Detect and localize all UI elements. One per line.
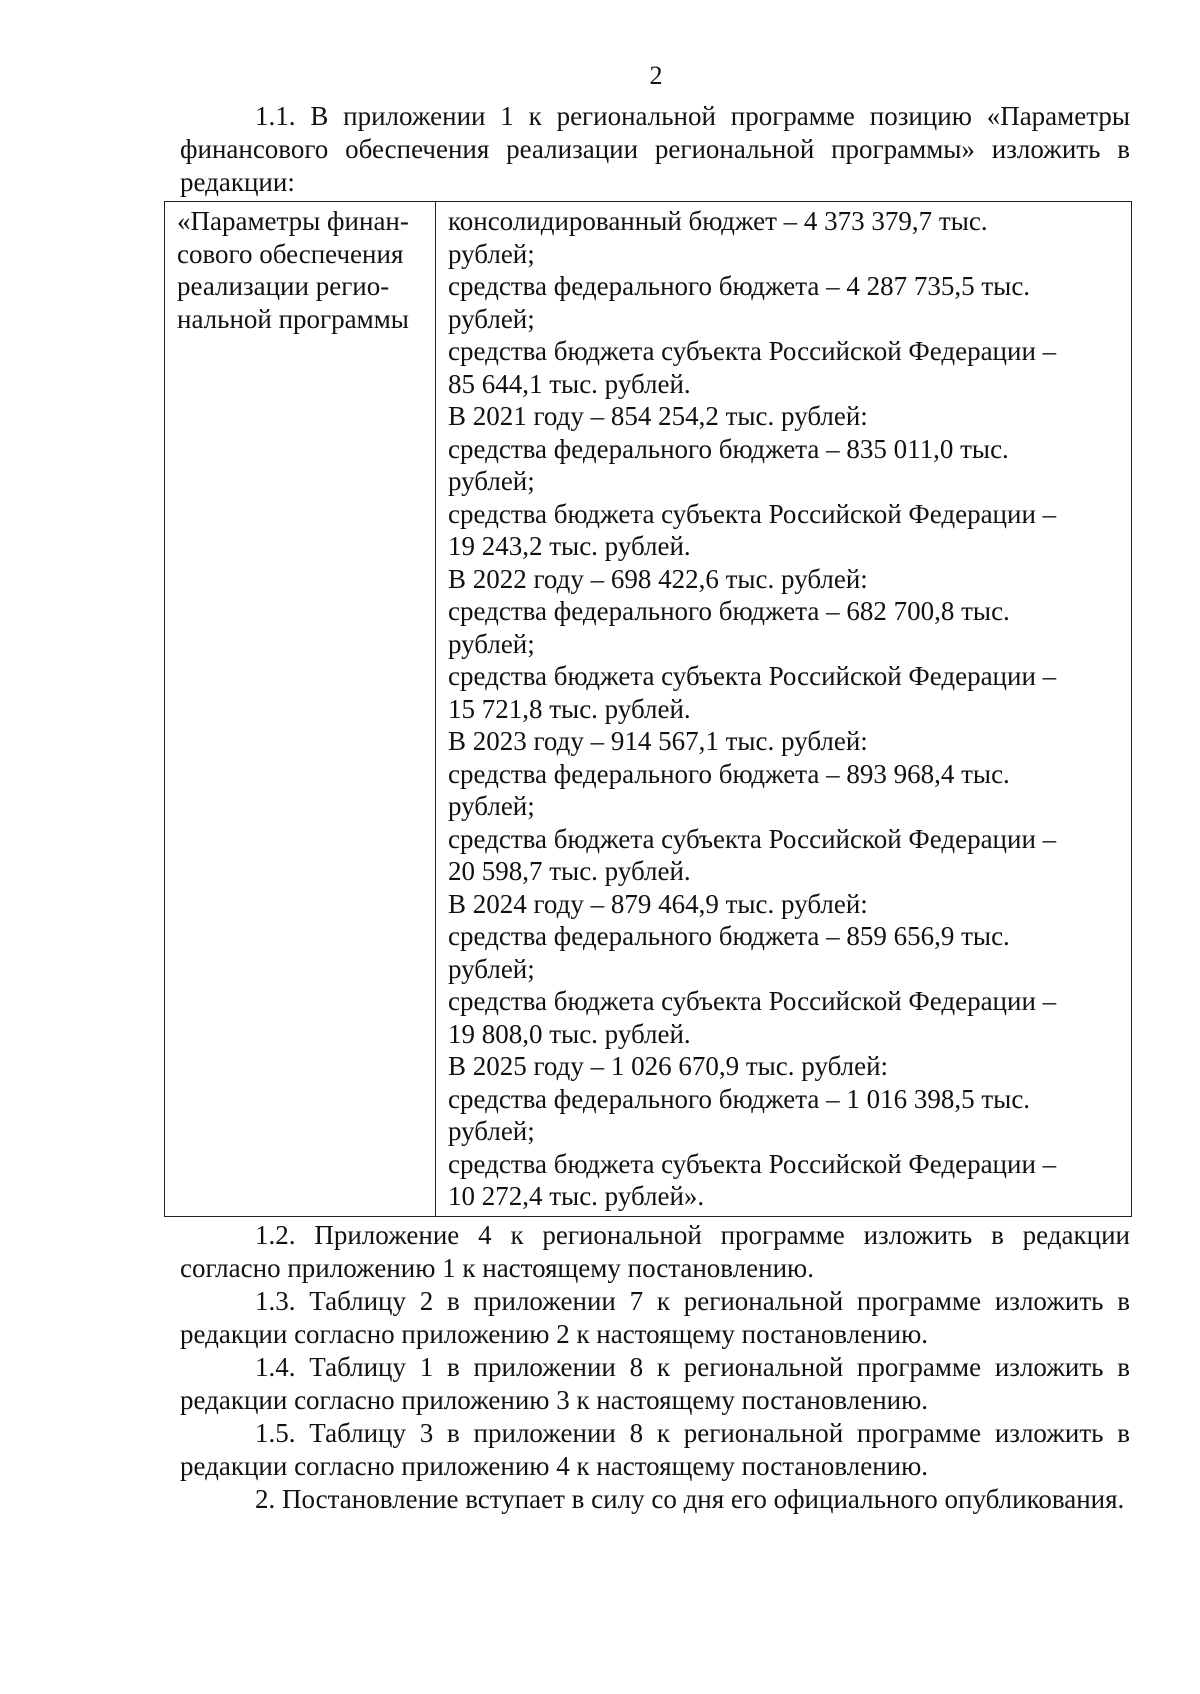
cell-line: 19 808,0 тыс. рублей. <box>448 1018 691 1049</box>
cell-line: рублей; <box>448 628 535 659</box>
cell-line: В 2025 году – 1 026 670,9 тыс. рублей: <box>448 1051 889 1081</box>
cell-line: консолидированный бюджет – 4 373 379,7 тыс. <box>448 206 988 236</box>
cell-line: средства федерального бюджета – 835 011,0 тыс. <box>448 433 1009 464</box>
cell-line: средства бюджета субъекта Российской Федерации – <box>448 1148 1057 1179</box>
paragraph-1-4: 1.4. Таблицу 1 в приложении 8 к региональной программе изложить в редакции согласно приложению 3 к настоящему постановлению. <box>180 1351 1130 1415</box>
cell-line: средства бюджета субъекта Российской Федерации – <box>448 336 1057 366</box>
cell-line: рублей; <box>448 303 535 334</box>
cell-line: средства федерального бюджета – 859 656,9 тыс. <box>448 921 1010 951</box>
cell-line: 10 272,4 тыс. рублей». <box>448 1181 705 1211</box>
cell-line: рублей; <box>448 791 535 821</box>
page-number: 2 <box>649 61 663 90</box>
parameter-name-cell <box>165 202 436 1217</box>
cell-line: 19 243,2 тыс. рублей. <box>448 531 691 561</box>
cell-line: рублей; <box>448 466 535 496</box>
cell-line: «Параметры финан- <box>177 206 409 236</box>
table-row <box>165 202 1132 1217</box>
cell-line: средства бюджета субъекта Российской Федерации – <box>448 661 1057 691</box>
cell-line: нальной программы <box>177 303 409 334</box>
cell-line: В 2023 году – 914 567,1 тыс. рублей: <box>448 726 868 756</box>
cell-line: В 2021 году – 854 254,2 тыс. рублей: <box>448 401 868 431</box>
financing-parameters-table <box>164 201 1132 1217</box>
paragraph-1-1: 1.1. В приложении 1 к региональной программе позицию «Параметры финансового обеспечения реализации региональной программы» изложить в редакции: <box>180 101 1130 197</box>
cell-line: средства федерального бюджета – 1 016 398,5 тыс. <box>448 1083 1031 1114</box>
paragraph-1-3: 1.3. Таблицу 2 в приложении 7 к региональной программе изложить в редакции согласно приложению 2 к настоящему постановлению. <box>180 1285 1130 1349</box>
paragraph-2: 2. Постановление вступает в силу со дня его официального опубликования. <box>255 1483 1125 1514</box>
document-body <box>177 100 1130 1516</box>
cell-line: 85 644,1 тыс. рублей. <box>448 368 691 399</box>
cell-line: сового обеспечения <box>177 238 404 269</box>
paragraph-1-5: 1.5. Таблицу 3 в приложении 8 к региональной программе изложить в редакции согласно приложению 4 к настоящему постановлению. <box>180 1417 1130 1481</box>
cell-line: средства бюджета субъекта Российской Федерации – <box>448 498 1057 529</box>
cell-line: средства федерального бюджета – 682 700,8 тыс. <box>448 596 1010 626</box>
cell-line: реализации регио- <box>177 271 390 301</box>
cell-line: средства федерального бюджета – 4 287 735,5 тыс. <box>448 271 1031 301</box>
parameter-value-cell <box>436 202 1132 1217</box>
cell-line: рублей; <box>448 238 535 269</box>
cell-line: средства бюджета субъекта Российской Федерации – <box>448 823 1057 854</box>
cell-line: В 2024 году – 879 464,9 тыс. рублей: <box>448 888 868 919</box>
cell-line: В 2022 году – 698 422,6 тыс. рублей: <box>448 563 868 594</box>
cell-line: 20 598,7 тыс. рублей. <box>448 856 691 886</box>
cell-line: 15 721,8 тыс. рублей. <box>448 693 691 724</box>
cell-line: рублей; <box>448 953 535 984</box>
cell-line: рублей; <box>448 1116 535 1146</box>
cell-line: средства федерального бюджета – 893 968,4 тыс. <box>448 758 1010 789</box>
paragraph-1-2: 1.2. Приложение 4 к региональной программе изложить в редакции согласно приложению 1 к настоящему постановлению. <box>180 1219 1130 1283</box>
cell-line: средства бюджета субъекта Российской Федерации – <box>448 986 1057 1016</box>
